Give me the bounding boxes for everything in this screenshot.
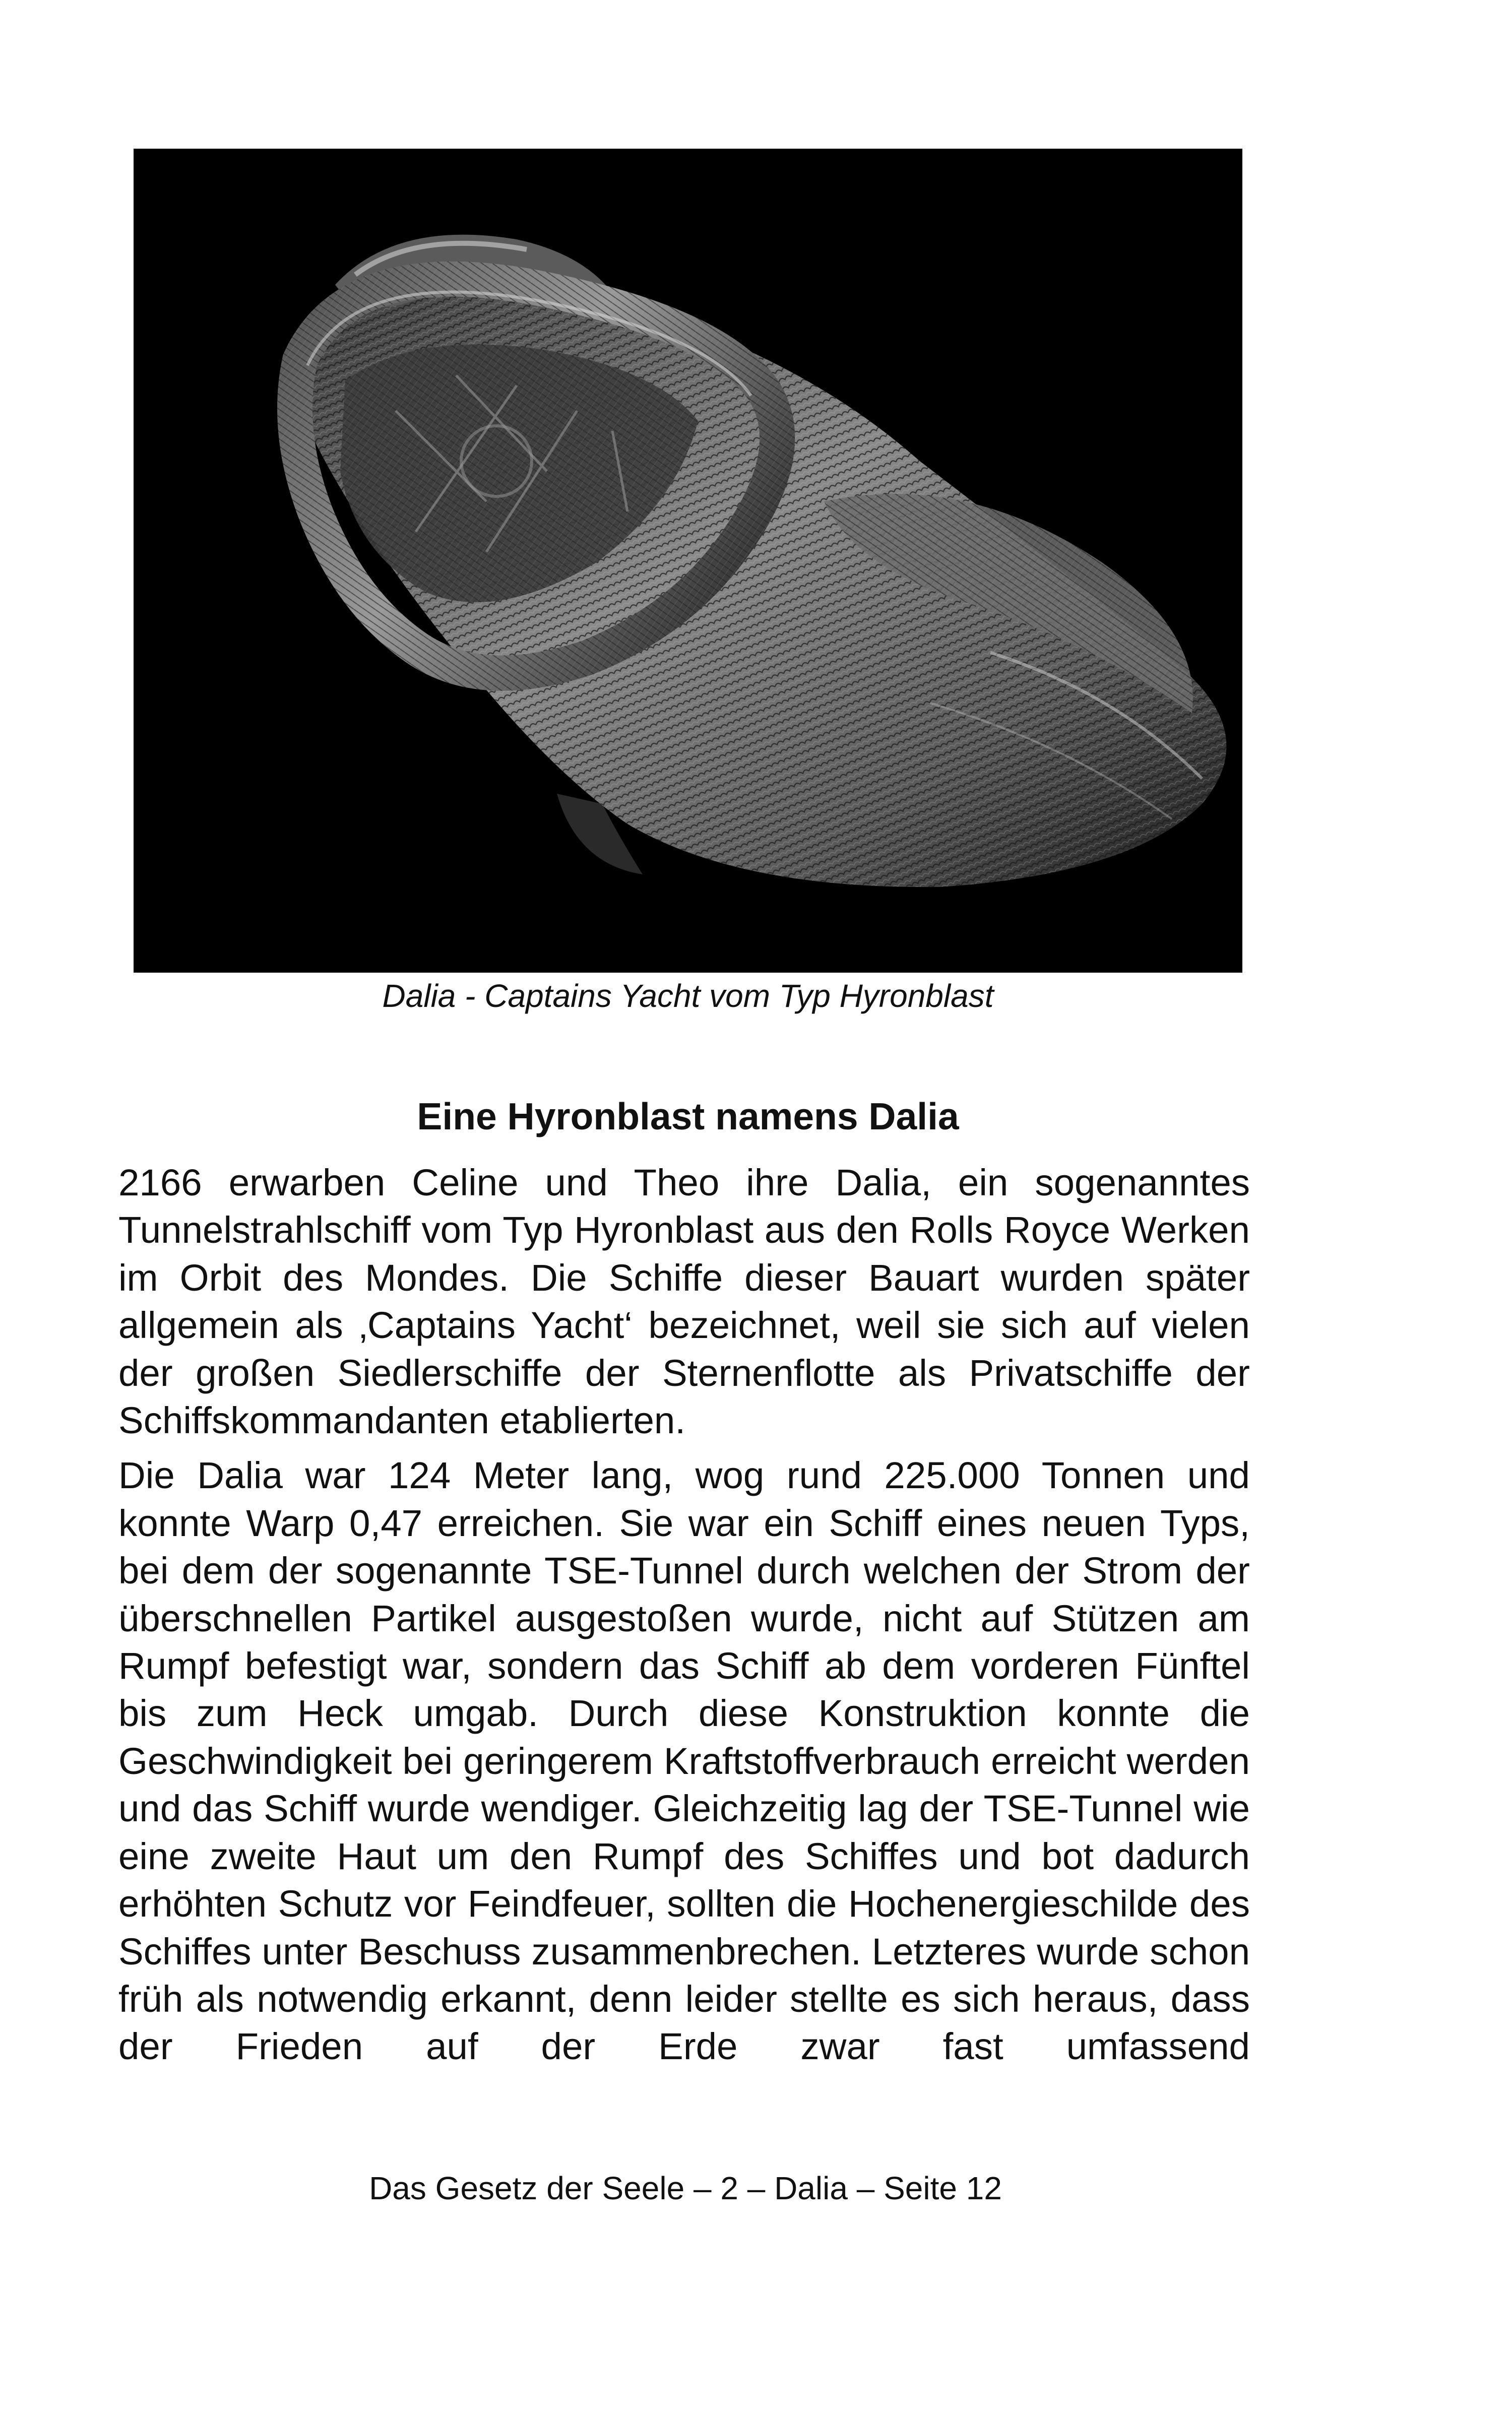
page-footer: Das Gesetz der Seele – 2 – Dalia – Seite 12 <box>369 2170 1002 2206</box>
section-heading: Eine Hyronblast namens Dalia <box>417 1095 959 1137</box>
body-text <box>118 1159 1250 2071</box>
paragraph: 2166 erwarben Celine und Theo ihre Dalia, ein sogenanntes Tunnelstrahlschiff vom Typ Hyronblast aus den Rolls Royce Werken im Orbit des Mondes. Die Schiffe dieser Bauart wurden später allgemein als ‚Captains Yacht‘ bezeichnet, weil sie sich auf vielen der großen Siedlerschiffe der Sternenflotte als Privatschiffe der Schiffskommandanten etablierten. <box>118 1162 1250 1442</box>
paragraph: Die Dalia war 124 Meter lang, wog rund 225.000 Tonnen und konnte Warp 0,47 erreichen. Sie war ein Schiff eines neuen Typs, bei dem der sogenannte TSE-Tunnel durch welchen der Strom der überschnellen Partikel ausgestoßen wurde, nicht auf Stützen am Rumpf befestigt war, sondern das Schiff ab dem vorderen Fünftel bis zum Heck umgab. Durch diese Konstruktion konnte die Geschwindigkeit bei geringerem Kraftstoffverbrauch erreicht werden und das Schiff wurde wendiger. Gleichzeitig lag der TSE-Tunnel wie eine zweite Haut um den Rumpf des Schiffes und bot dadurch erhöhten Schutz vor Feindfeuer, sollten die Hochenergieschilde des Schiffes unter Beschuss zusammenbrechen. Letzteres wurde schon früh als notwendig erkannt, denn leider stellte es sich heraus, dass der Frieden auf der Erde zwar fast umfassend <box>118 1454 1250 2068</box>
spaceship-illustration <box>134 149 1242 973</box>
spaceship-image <box>134 149 1242 973</box>
figure-caption: Dalia - Captains Yacht vom Typ Hyronblast <box>382 978 994 1014</box>
